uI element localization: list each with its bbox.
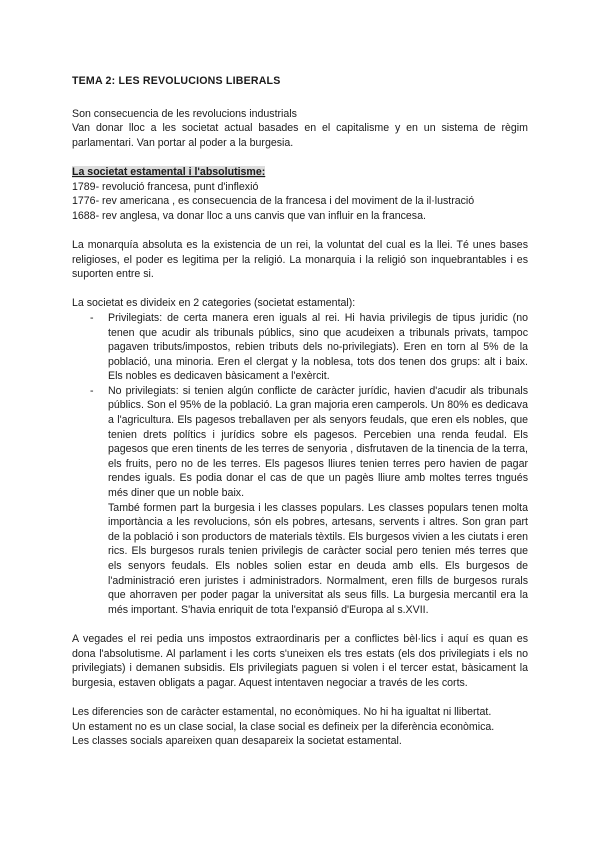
- category-non-privileged: No privilegiats: si tenien algún conflicte de caràcter jurídic, havien d'acudir als tribunals públics. Son el 95% de la població. La gran majoria eren camperols. Un 80% es dedicava a l'agricultura. Els pagesos treballaven per als senyors feudals, que eren els nobles, que tenien drets polítics i jurídics sobre els pagesos. Percebien una renda feudal. Els pagesos que eren tinents de les terres de senyoria , disfrutaven de la tinencia de la terra, els fruits, pero no de les terres. Els pagesos lliures tenien terres pero havien de pagar rendes iguals. Es podia donar el cas de que un pagès lliure amb moltes terres tngués més diner que un noble baix.: [108, 384, 528, 500]
- section-heading-row: [72, 165, 528, 180]
- list-item: [72, 311, 528, 384]
- timeline-item: 1776- rev americana , es consecuencia de la francesa i del moviment de la il·lustració: [72, 195, 475, 208]
- categories-intro: La societat es divideix en 2 categories (societat estamental):: [72, 297, 356, 310]
- document-title: TEMA 2: LES REVOLUCIONS LIBERALS: [72, 75, 281, 87]
- dash-bullet: -: [90, 384, 94, 397]
- dash-bullet: -: [90, 311, 94, 324]
- intro-line: Son consecuencia de les revolucions industrials: [72, 107, 297, 120]
- closing-line: Les classes socials apareixen quan desapareix la societat estamental.: [72, 735, 402, 748]
- category-non-privileged-extra: També formen part la burgesia i les classes populars. Les classes populars tenen molta importància a les revolucions, són els pobres, artesans, servents i altres. Son gran part de la població i son productors de materials tèxtils. Els burgesos vivien a les ciutats i eren rics. Els burgesos rurals tenien privilegis de caràcter social pero tenien més terres que els senyors feudals. Els nobles solien estar en deuda amb ells. Els burgesos de l'administració eren juristes i administradors. Normalment, eren fills de burgesos rurals que ahorraven per poder pagar la universitat als seus fills. La burgesia mercantil era la més important. S'havia enriquit de tota l'expansió d'Europa al s.XVII.: [108, 501, 528, 616]
- absolutism-paragraph: A vegades el rei pedia uns impostos extraordinaris per a conflictes bèl·lics i aquí es quan es dona l'absolutisme. Al parlament i les corts s'uneixen els tres estats (els dos privilegiats i els no privilegiats) i demanen subsidis. Els privilegiats paguen si volen i el tercer estat, bàsicament la burgesia, estaven obligats a pagar. Aquest intentaven negociar a través de les corts.: [72, 632, 528, 689]
- list-item: [72, 384, 528, 618]
- category-privileged: Privilegiats: de certa manera eren iguals al rei. Hi havia privilegis de tipus juridic (no tenen que acudir als tribunals públics, sino que acudeixen a tribunals privats, tampoc pagaven tributs/impostos, rebien tributs dels no-privilegiats). Eren en torn al 5% de la població, una minoria. Eren el clergat y la noblesa, tots dos tenen dos grups: alt i baix. Els nobles es dedicaven bàsicament a l'exèrcit.: [108, 311, 528, 383]
- timeline-item: 1688- rev anglesa, va donar lloc a uns canvis que van influir en la francesa.: [72, 209, 426, 222]
- intro-paragraph: Van donar lloc a les societat actual basades en el capitalisme y en un sistema de règim parlamentari. Van portar al poder a la burgesia.: [72, 122, 528, 149]
- categories-list: [72, 311, 528, 617]
- closing-line: Un estament no es un clase social, la clase social es defineix per la diferència econòmica.: [72, 720, 495, 733]
- closing-line: Les diferencies son de caràcter estamental, no econòmiques. No hi ha igualtat ni llibertat.: [72, 705, 492, 718]
- monarchy-paragraph: La monarquía absoluta es la existencia de un rei, la voluntat del cual es la llei. Té unes bases religioses, el poder es legitima per la religió. La monarquia i la religió son inquebrantables i es suporten entre si.: [72, 238, 528, 281]
- timeline-item: 1789- revolució francesa, punt d'inflexió: [72, 180, 259, 193]
- section-heading: La societat estamental i l'absolutisme:: [72, 165, 266, 178]
